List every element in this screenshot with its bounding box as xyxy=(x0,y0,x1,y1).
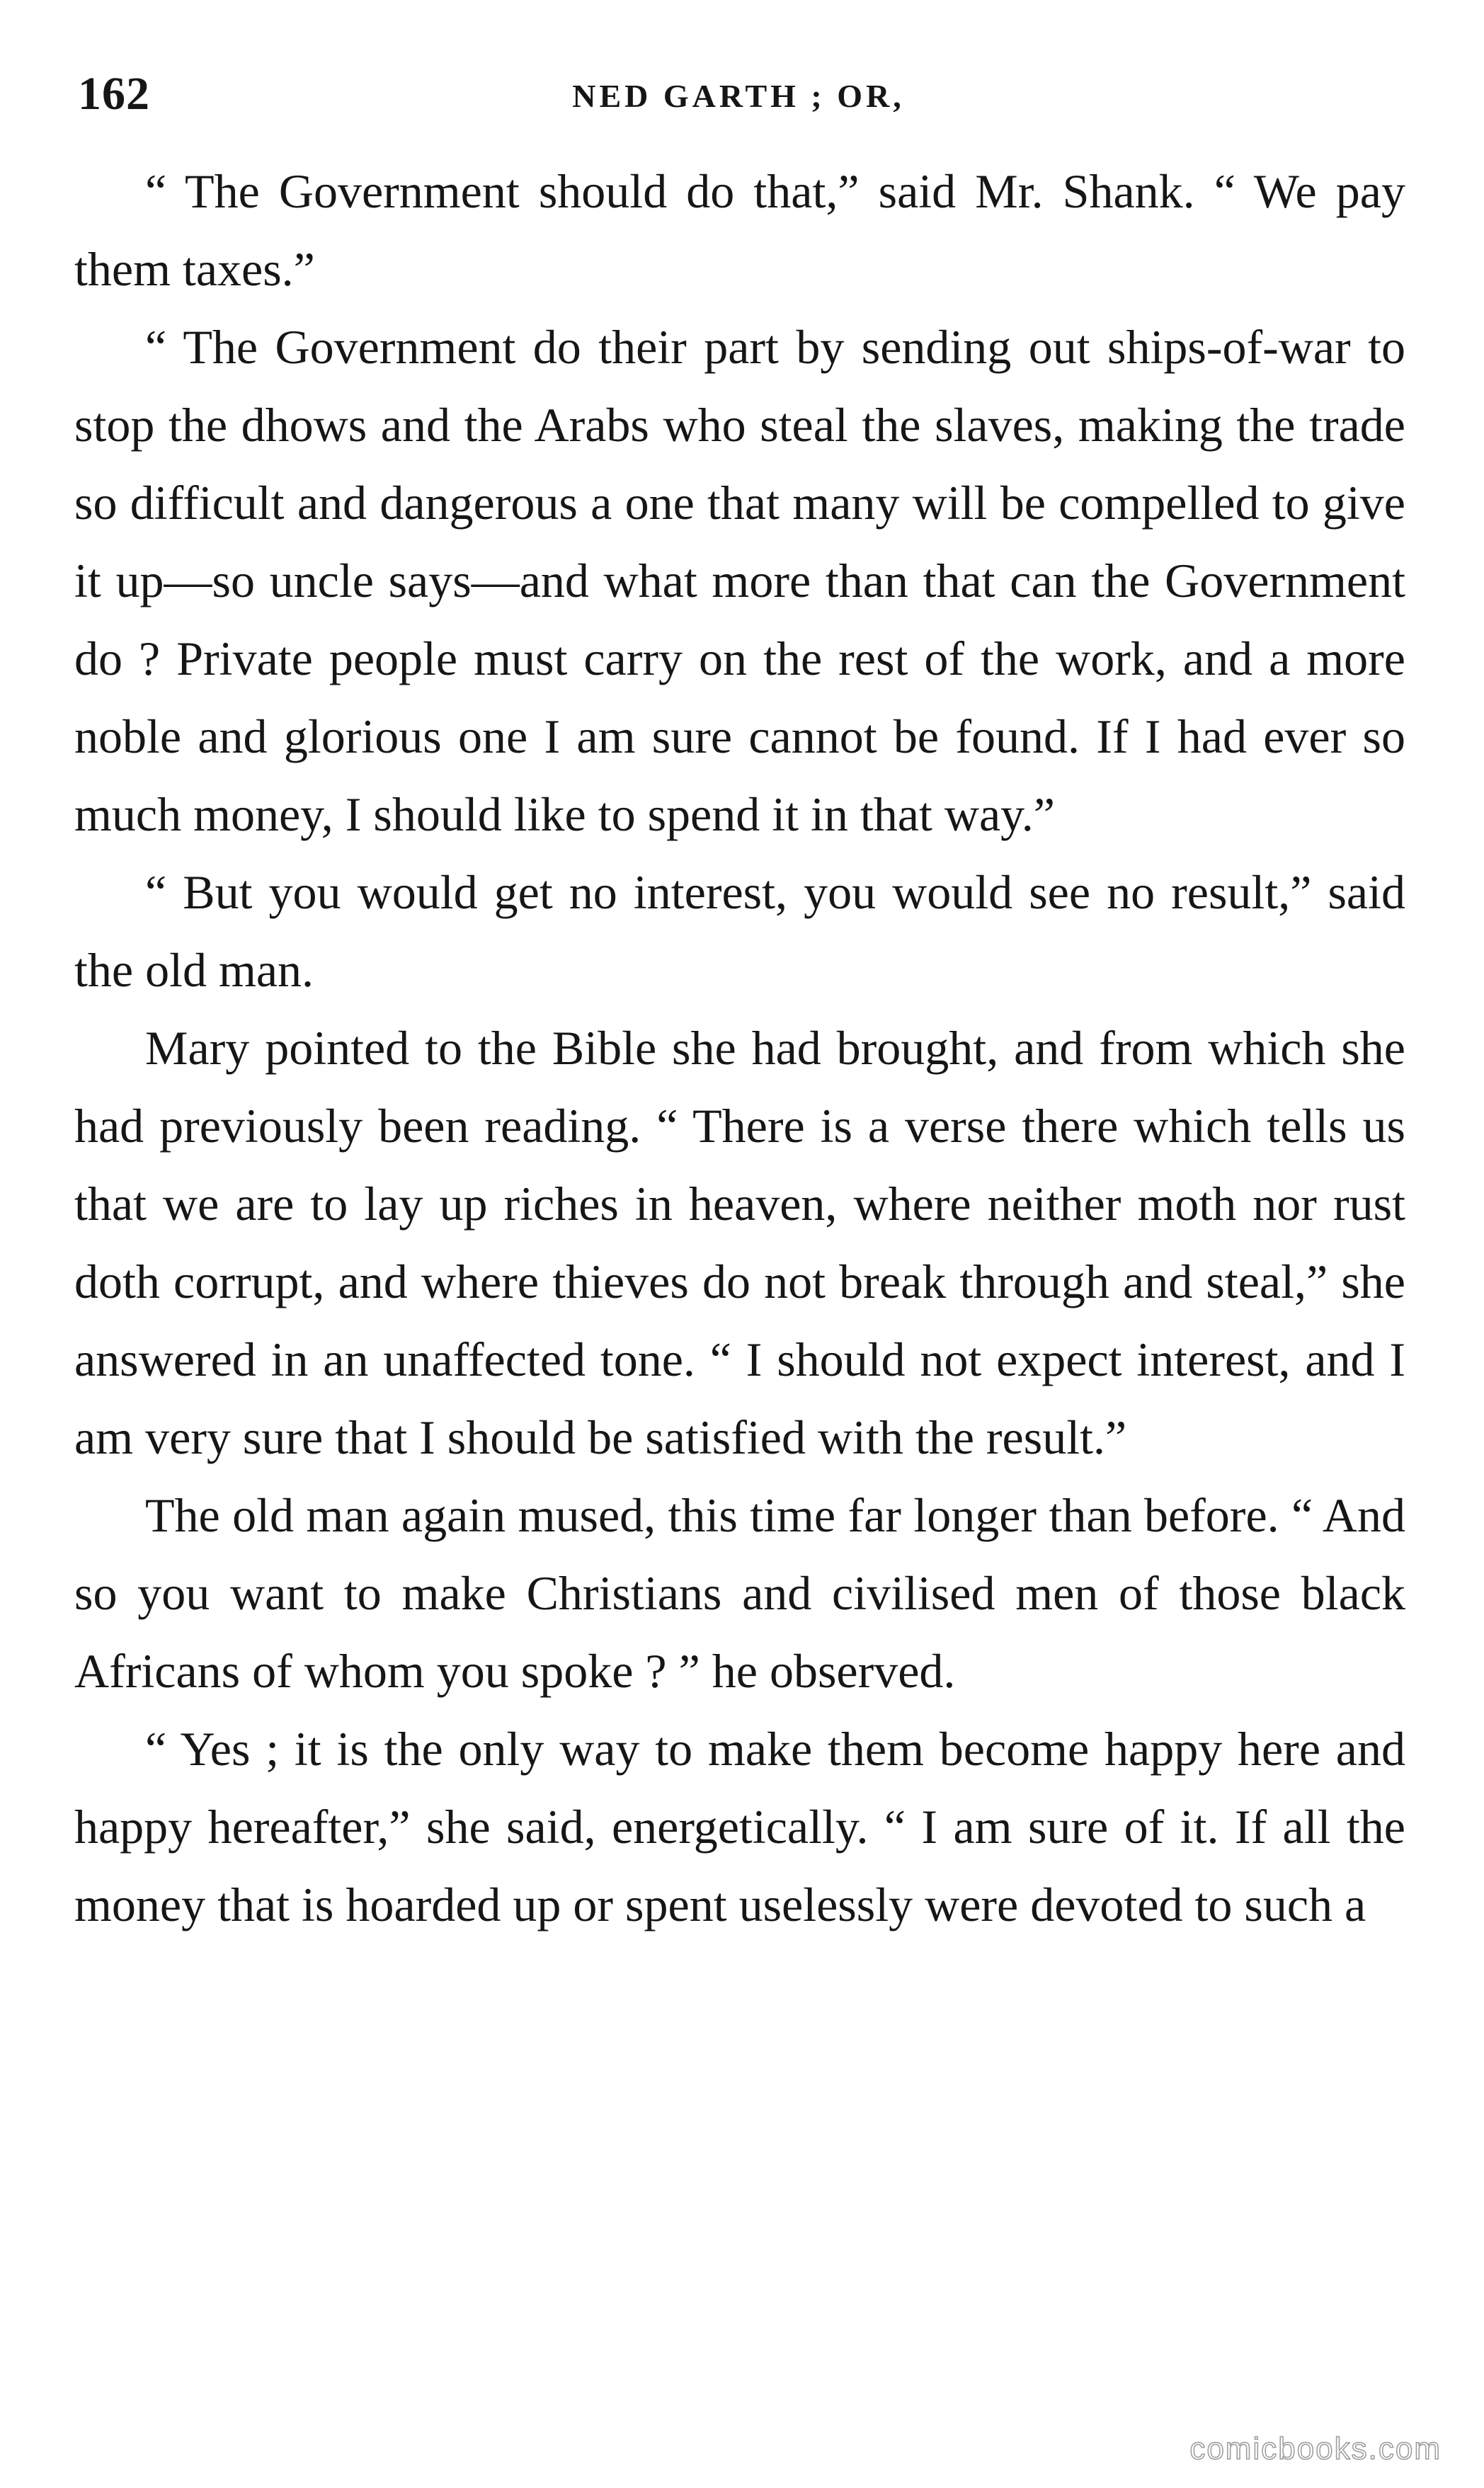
paragraph: “ Yes ; it is the only way to make them become happy here and happy hereafter,” she said, energetically. “ I am sure of it. If all the money that is hoarded up or spent uselessly were devoted to such a xyxy=(74,1722,1405,1931)
watermark: comicbooks.com xyxy=(1189,2431,1442,2466)
page-body xyxy=(74,152,1405,1944)
paragraph: “ The Government do their part by sending out ships-of-war to stop the dhows and the Arabs who steal the slaves, making the trade so difficult and dangerous a one that many will be compelled to give it up—so uncle says—and what more than that can the Government do ? Private people must carry on the rest of the work, and a more noble and glorious one I am sure cannot be found. If I had ever so much money, I should like to spend it in that way.” xyxy=(74,320,1405,841)
page-header xyxy=(78,67,1399,131)
paragraph: “ But you would get no interest, you would see no result,” said the old man. xyxy=(74,865,1405,997)
running-title: NED GARTH ; OR, xyxy=(572,78,905,114)
page-number: 162 xyxy=(78,68,150,120)
paragraph: “ The Government should do that,” said Mr. Shank. “ We pay them taxes.” xyxy=(74,164,1405,296)
paragraph: The old man again mused, this time far longer than before. “ And so you want to make Christians and civilised men of those black Africans of whom you spoke ? ” he observed. xyxy=(74,1488,1405,1698)
paragraph: Mary pointed to the Bible she had brought, and from which she had previously been reading. “ There is a verse there which tells us that we are to lay up riches in heaven, where neither moth nor rust doth corrupt, and where thieves do not break through and steal,” she answered in an unaffected tone. “ I should not expect interest, and I am very sure that I should be satisfied with the result.” xyxy=(74,1021,1405,1464)
